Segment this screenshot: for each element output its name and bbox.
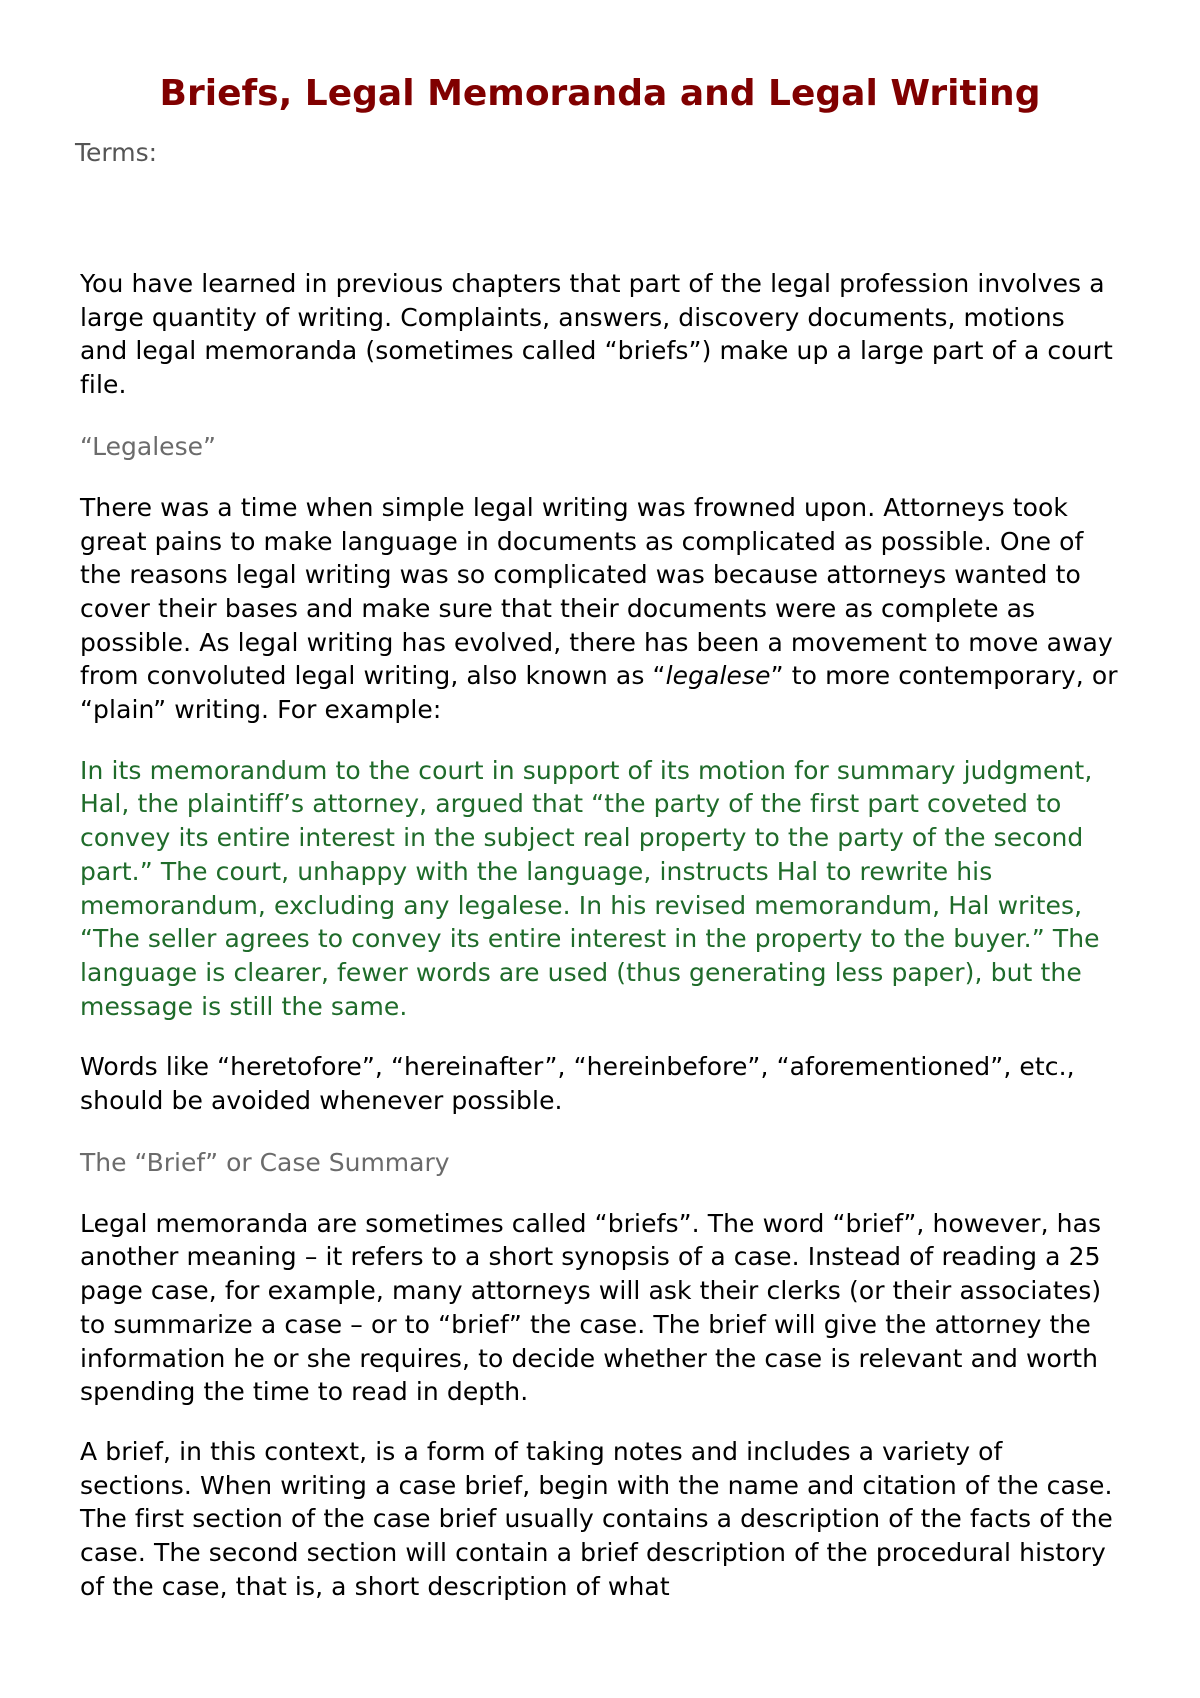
intro-paragraph: You have learned in previous chapters that part of the legal profession involves a large quantity of writing. Complaints, answers, discovery documents, motions and legal memoranda (sometimes called “briefs”) make up a large part of a court file. <box>80 269 1113 400</box>
document-title: Briefs, Legal Memoranda and Legal Writing <box>159 73 1041 114</box>
legalese-heading: “Legalese” <box>80 431 216 461</box>
words-to-avoid-paragraph: Words like “heretofore”, “hereinafter”, “hereinbefore”, “aforementioned”, etc., should be avoided whenever possible. <box>80 1052 1075 1116</box>
legalese-term-emphasis: legalese <box>665 661 771 691</box>
legalese-paragraph-text-start: There was a time when simple legal writing was frowned upon. Attorneys took great pains to make language in documents as complicated as possible. One of the reasons legal writing was so complicated was because attorneys wanted to cover their bases and make sure that their documents were as complete as possible. As legal writing has evolved, there has been a movement to move away from convoluted legal writing, also known as “ <box>80 492 1113 691</box>
brief-heading: The “Brief” or Case Summary <box>80 1147 450 1177</box>
legalese-example: In its memorandum to the court in support of its motion for summary judgment, Hal, the plaintiff’s attorney, argued that “the party of the first part coveted to convey its entire interest in the subject real property to the party of the second part.” The court, unhappy with the language, instructs Hal to rewrite his memorandum, excluding any legalese. In his revised memorandum, Hal writes, “The seller agrees to convey its entire interest in the property to the buyer.” The language is clearer, fewer words are used (thus generating less paper), but the message is still the same. <box>80 755 1100 1021</box>
brief-paragraph-2: A brief, in this context, is a form of taking notes and includes a variety of sections. When writing a case brief, begin with the name and citation of the case. The first section of the case brief usually contains a description of the facts of the case. The second section will contain a brief description of the procedural history of the case, that is, a short description of what <box>80 1436 1113 1601</box>
legalese-paragraph <box>80 491 1120 727</box>
legalese-paragraph-text-end: ” to more contemporary, or “plain” writing. For example: <box>80 661 1118 725</box>
brief-paragraph-1: Legal memoranda are sometimes called “briefs”. The word “brief”, however, has another meaning – it refers to a short synopsis of a case. Instead of reading a 25 page case, for example, many attorneys will ask their clerks (or their associates) to summarize a case – or to “brief” the case. The brief will give the attorney the information he or she requires, to decide whether the case is relevant and worth spending the time to read in depth. <box>80 1208 1102 1407</box>
terms-label: Terms: <box>75 138 158 167</box>
